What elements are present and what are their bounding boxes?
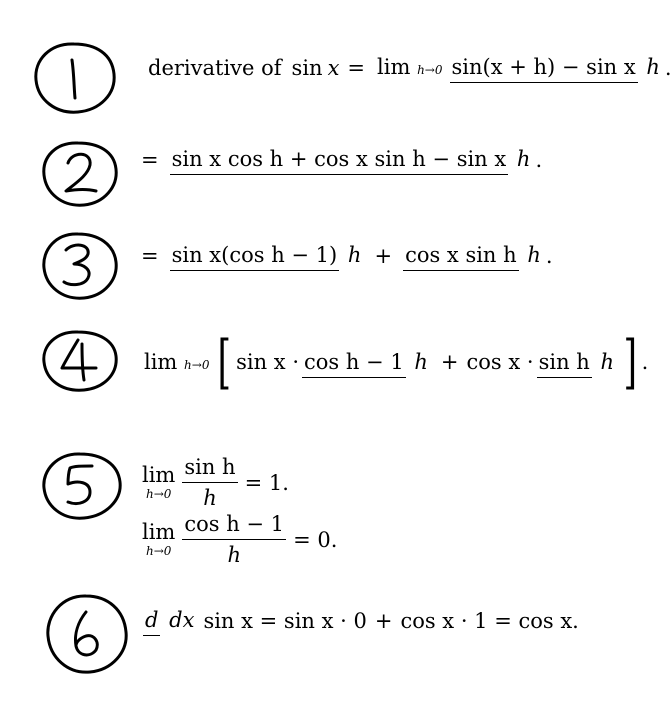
eq4-fraction-2 [537,347,616,378]
eq5-line1-limit [142,465,175,500]
eq5-line2-numerator: cos h − 1 [182,512,286,540]
eq3-numerator-1: sin x(cos h − 1) [170,243,340,271]
eq6-derivative-operator [143,605,196,636]
step-6-circle [42,590,132,680]
equation-5 [138,455,337,567]
eq5-line1-fraction [182,455,237,510]
eq2-denominator: h [516,147,531,171]
step-4-circle [38,326,122,398]
equation-2 [133,144,542,175]
eq4-lim: lim [144,349,178,374]
eq5-line2-lim: lim [142,520,176,544]
step-6-digit [75,612,97,655]
eq4-denominator-2: h [600,349,615,374]
eq3-plus: + [374,243,393,268]
eq3-end: . [545,243,553,268]
eq4-close-bracket: ] [623,328,638,396]
eq4-end: . [641,350,649,374]
eq3-denominator-2: h [527,243,541,267]
eq1-fraction [450,52,662,83]
eq3-numerator-2: cos x sin h [403,243,519,271]
eq6-lhs: sin x = sin x · 0 [203,608,367,633]
eq4-open-bracket: [ [217,328,232,396]
eq6-d-numerator: d [143,608,160,636]
eq4-lim-sub: h→0 [184,357,210,372]
eq3-equals: = [141,243,159,268]
eq5-line1-lim-sub: h→0 [145,487,172,501]
eq5-line1-rhs: = 1. [244,470,289,495]
step-4-digit [62,340,96,380]
eq1-lim: lim [377,55,411,79]
eq1-equals: = [347,55,366,80]
step-5-digit [68,466,92,504]
eq4-numerator-2: sin h [537,350,592,378]
eq1-numerator: sin(x + h) − sin x [450,55,638,83]
eq4-numerator-1: cos h − 1 [302,350,406,378]
eq5-line2-limit [142,522,175,557]
eq1-text: derivative of [148,55,282,80]
eq1-x: x [327,55,340,80]
eq5-line1-numerator: sin h [182,455,237,483]
eq2-equals: = [141,147,159,172]
eq5-line2-lim-sub: h→0 [145,544,172,558]
eq4-term-1: sin x · [236,350,299,374]
eq5-line-1 [138,455,337,510]
eq4-term-2: cos x · [466,350,534,374]
eq1-end: . [664,55,672,80]
step-3-circle [38,228,122,306]
eq6-plus: + [374,608,393,633]
eq1-lim-sub: h→0 [417,63,443,77]
eq5-line1-lim: lim [142,463,176,487]
eq5-line2-rhs: = 0. [293,527,338,552]
equation-6 [140,605,579,636]
equation-3 [133,240,553,271]
eq6-rhs: cos x · 1 = cos x. [400,608,579,633]
eq4-fraction-1 [302,347,430,378]
step-1-digit [72,60,75,98]
equation-4 [140,328,649,396]
eq5-line2-denominator: h [227,543,241,567]
eq3-denominator-1: h [347,243,362,267]
step-3-digit [64,245,89,285]
eq4-plus: + [440,350,459,374]
eq5-line1-denominator: h [203,486,217,510]
eq3-fraction-1 [170,240,364,271]
step-5-circle [38,448,126,526]
eq1-limit [377,57,442,78]
step-1-circle [30,38,120,118]
eq6-d-denominator: dx [169,608,195,632]
eq5-line-2 [138,512,337,567]
eq2-fraction [170,144,533,175]
eq1-denominator: h [646,55,660,79]
eq2-end: . [535,147,543,172]
eq1-sin: sin [291,55,323,80]
equation-1 [148,52,672,83]
eq4-limit [144,349,210,374]
eq2-numerator: sin x cos h + cos x sin h − sin x [170,147,509,175]
step-2-circle [38,137,122,211]
step-2-digit [66,154,96,191]
eq3-fraction-2 [403,240,543,271]
eq5-line2-fraction [182,512,286,567]
eq4-denominator-1: h [414,349,428,374]
